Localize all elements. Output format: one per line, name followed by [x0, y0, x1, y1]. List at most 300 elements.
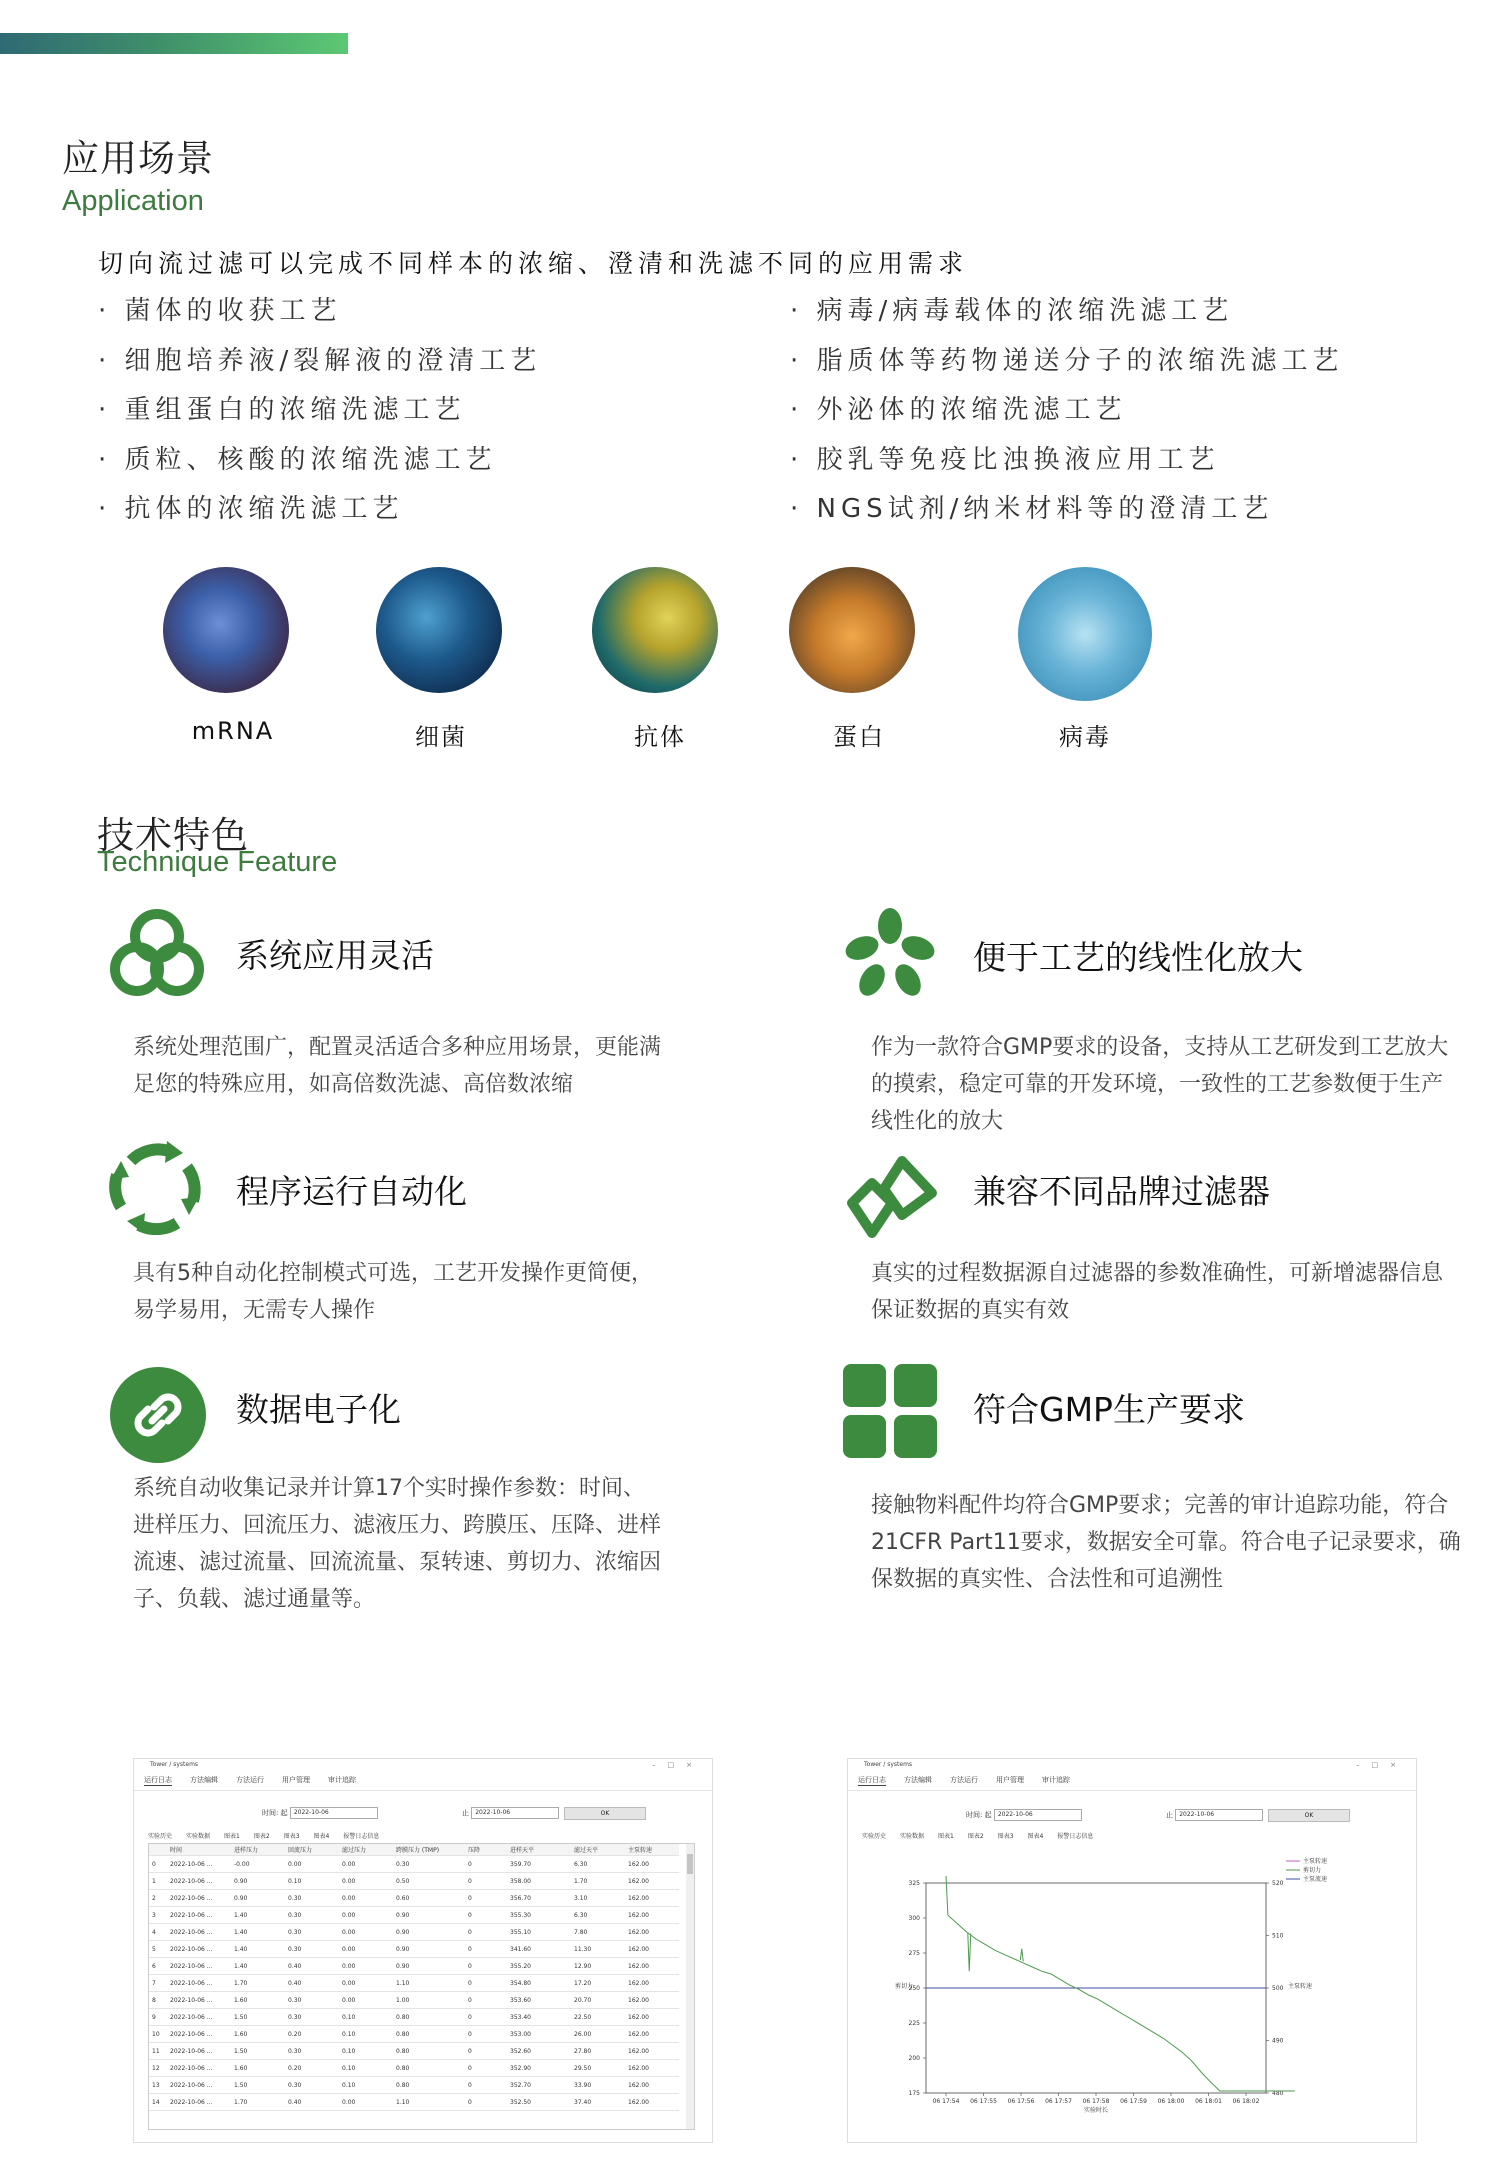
table-cell: 0 [465, 2094, 507, 2111]
table-cell: 0 [465, 1941, 507, 1958]
table-cell: 0.60 [393, 1890, 465, 1907]
software-table-screenshot [133, 1758, 713, 2143]
subtab-0-3[interactable]: 图表2 [253, 1833, 270, 1840]
table-cell: 13 [149, 2077, 167, 2094]
table-row[interactable] [149, 2094, 679, 2111]
legend-label: 剪切力 [1303, 1867, 1322, 1874]
menu-item-0-4[interactable]: 审计追踪 [328, 1776, 356, 1784]
application-right-item-2: · 外泌体的浓缩洗滤工艺 [790, 395, 1127, 425]
table-cell: 2022-10-06 ... [167, 2026, 231, 2043]
table-cell: 0.90 [231, 1890, 285, 1907]
menu-item-0-2[interactable]: 方法运行 [236, 1776, 264, 1784]
feature-title-scale-up: 便于工艺的线性化放大 [973, 938, 1303, 977]
table-cell: 0 [465, 1958, 507, 1975]
menu-item-1-4[interactable]: 审计追踪 [1042, 1776, 1070, 1784]
table-cell: 162.00 [625, 2094, 679, 2111]
table-cell: 11.30 [571, 1941, 625, 1958]
table-cell: 0.00 [339, 1856, 393, 1873]
subtab-1-1[interactable]: 实验数据 [900, 1833, 925, 1840]
table-cell: 2 [149, 1890, 167, 1907]
table-cell: 0.30 [285, 1924, 339, 1941]
technique-subtitle: Technique Feature [97, 846, 338, 878]
menu-item-0-3[interactable]: 用户管理 [282, 1776, 310, 1784]
application-right-item-3: · 胶乳等免疫比浊换液应用工艺 [790, 444, 1220, 475]
table-cell: 1.10 [393, 2094, 465, 2111]
sample-label-bacteria: 细菌 [415, 723, 467, 751]
table-cell: 162.00 [625, 2043, 679, 2060]
subtab-1-5[interactable]: 图表4 [1027, 1833, 1044, 1840]
x-tick-label: 06 18:01 [1195, 2098, 1222, 2105]
table-cell: 0.90 [231, 1873, 285, 1890]
table-cell: 0.80 [393, 2043, 465, 2060]
subtab-0-0[interactable]: 实验历史 [148, 1833, 173, 1840]
table-cell: 2022-10-06 ... [167, 2043, 231, 2060]
table-cell: 0.00 [339, 1873, 393, 1890]
application-title: 应用场景 [62, 137, 214, 180]
sample-label-virus: 病毒 [1059, 723, 1111, 751]
subtab-1-2[interactable]: 图表1 [938, 1833, 954, 1840]
table-cell: 14 [149, 2094, 167, 2111]
table-header[interactable]: 压降 [465, 1844, 507, 1856]
application-left-item-0: · 菌体的收获工艺 [98, 296, 342, 326]
ok-button[interactable]: OK [564, 1807, 646, 1820]
table-cell: 1.70 [231, 1975, 285, 1992]
table-cell: 0 [465, 1992, 507, 2009]
table-cell: 1.70 [231, 2094, 285, 2111]
table-cell: 0 [465, 2009, 507, 2026]
table-cell: 0.40 [285, 1975, 339, 1992]
x-tick-label: 06 17:59 [1120, 2098, 1147, 2105]
table-cell: 1.40 [231, 1958, 285, 1975]
table-cell: 1.60 [231, 2026, 285, 2043]
feature-desc-digital: 系统自动收集记录并计算17个实时操作参数：时间、进样压力、回流压力、滤液压力、跨膜压、压降、进样流速、滤过流量、回流流量、泵转速、剪切力、浓缩因子、负载、滤过通量等。 [133, 1476, 662, 1612]
feature-title-automation: 程序运行自动化 [236, 1172, 467, 1211]
subtab-1-4[interactable]: 图表3 [997, 1833, 1014, 1840]
feature-title-digital: 数据电子化 [236, 1390, 401, 1429]
y2-tick-label: 520 [1272, 1880, 1284, 1887]
application-subtitle: Application [62, 185, 204, 217]
table-cell: 0 [465, 2077, 507, 2094]
table-cell: 26.00 [571, 2026, 625, 2043]
table-row[interactable] [149, 1941, 679, 1958]
sub-tabs-2 [862, 1831, 1093, 1840]
table-cell: 355.20 [507, 1958, 571, 1975]
application-left-item-1: · 细胞培养液/裂解液的澄清工艺 [98, 345, 542, 376]
table-cell: 0.30 [285, 2077, 339, 2094]
table-cell: 37.40 [571, 2094, 625, 2111]
table-row[interactable] [149, 2043, 679, 2060]
link-icon [110, 1367, 206, 1463]
subtab-1-0[interactable]: 实验历史 [862, 1833, 887, 1840]
table-cell: 162.00 [625, 1907, 679, 1924]
table-cell: 0.20 [285, 2026, 339, 2043]
subtab-0-6[interactable]: 报警日志信息 [343, 1833, 380, 1840]
menu-item-0-1[interactable]: 方法编辑 [190, 1776, 218, 1784]
table-cell: 352.90 [507, 2060, 571, 2077]
table-cell: 0.80 [393, 2060, 465, 2077]
table-cell: 33.90 [571, 2077, 625, 2094]
application-right-item-4: · NGS试剂/纳米材料等的澄清工艺 [790, 494, 1274, 524]
x-tick-label: 06 17:54 [932, 2098, 960, 2105]
table-cell: 1.00 [393, 1992, 465, 2009]
table-cell: 162.00 [625, 2026, 679, 2043]
table-cell: 0.90 [393, 1958, 465, 1975]
table-cell: 1.50 [231, 2077, 285, 2094]
table-cell: 0.30 [285, 2009, 339, 2026]
software-title: Tower / systems [150, 1761, 199, 1768]
application-left-item-3: · 质粒、核酸的浓缩洗滤工艺 [98, 444, 497, 475]
table-cell: 0.30 [285, 2043, 339, 2060]
table-row[interactable] [149, 1975, 679, 1992]
y-tick-label: 225 [908, 2020, 920, 2027]
table-cell: 162.00 [625, 1890, 679, 1907]
table-cell: 29.50 [571, 2060, 625, 2077]
table-cell: 0.90 [393, 1941, 465, 1958]
y-tick-label: 325 [908, 1880, 920, 1887]
table-cell: 352.50 [507, 2094, 571, 2111]
table-cell: 27.80 [571, 2043, 625, 2060]
sub-tabs [148, 1831, 379, 1840]
feature-desc-scale-up: 作为一款符合GMP要求的设备，支持从工艺研发到工艺放大的摸索，稳定可靠的开发环境，一致性的工艺参数便于生产线性化的放大 [871, 1035, 1449, 1134]
cycle-arrows-icon [107, 1139, 203, 1235]
table-cell: 0.90 [393, 1907, 465, 1924]
table-cell: 0.10 [339, 2060, 393, 2077]
menu-item-1-2[interactable]: 方法运行 [950, 1776, 978, 1784]
date-range-row [262, 1807, 378, 1819]
table-cell: 2022-10-06 ... [167, 1856, 231, 1873]
table-cell: 162.00 [625, 1992, 679, 2009]
subtab-1-3[interactable]: 图表2 [967, 1833, 984, 1840]
to-label-2: 止 [1166, 1811, 1173, 1819]
table-cell: 1.60 [231, 1992, 285, 2009]
table-cell: 2022-10-06 ... [167, 1992, 231, 2009]
table-cell: 0.10 [339, 2077, 393, 2094]
date-range-row-2 [966, 1809, 1082, 1821]
table-cell: 358.00 [507, 1873, 571, 1890]
table-cell: 9 [149, 2009, 167, 2026]
software-menu-2 [848, 1771, 1416, 1791]
feature-title-flexible: 系统应用灵活 [236, 936, 434, 975]
table-header[interactable]: 主泵转速 [625, 1844, 679, 1856]
sample-label-mrna: mRNA [191, 717, 275, 745]
table-cell: 0.10 [339, 2026, 393, 2043]
table-cell: 0.30 [285, 1992, 339, 2009]
table-cell: 0 [465, 1873, 507, 1890]
table-cell: 0.30 [285, 1941, 339, 1958]
table-cell: 1.50 [231, 2043, 285, 2060]
sample-label-antibody: 抗体 [634, 723, 686, 751]
table-cell: 162.00 [625, 1873, 679, 1890]
x-tick-label: 06 18:00 [1157, 2098, 1185, 2105]
table-cell: 359.70 [507, 1856, 571, 1873]
window-controls-2[interactable]: –□× [1356, 1761, 1408, 1769]
y-axis-title: 剪切力 [894, 1983, 914, 1990]
table-header[interactable]: 进样天平 [507, 1844, 571, 1856]
table-cell: 6.30 [571, 1856, 625, 1873]
window-controls[interactable]: –□× [652, 1761, 704, 1769]
software-titlebar-2 [848, 1759, 1416, 1771]
table-header[interactable]: 滤过压力 [339, 1844, 393, 1856]
linked-diamonds-icon [842, 1153, 942, 1243]
table-row[interactable] [149, 2060, 679, 2077]
y-tick-label: 200 [908, 2055, 920, 2062]
table-cell: 352.60 [507, 2043, 571, 2060]
table-cell: 0.80 [393, 2009, 465, 2026]
table-cell: 0 [149, 1856, 167, 1873]
table-cell: 0.20 [285, 2060, 339, 2077]
date-from-field-2[interactable]: 2022-10-06 [994, 1809, 1082, 1821]
table-cell: 3.10 [571, 1890, 625, 1907]
table-header[interactable]: 进样压力 [231, 1844, 285, 1856]
legend-label: 主泵流速 [1303, 1876, 1328, 1883]
to-label: 止 [462, 1809, 469, 1817]
table-cell: 12.90 [571, 1958, 625, 1975]
x-axis-title: 实验时长 [1083, 2107, 1109, 2114]
table-cell: 0.00 [339, 1907, 393, 1924]
x-tick-label: 06 17:57 [1045, 2098, 1072, 2105]
software-chart-screenshot [847, 1758, 1417, 2143]
table-cell: 355.10 [507, 1924, 571, 1941]
table-cell: 0 [465, 1907, 507, 1924]
table-cell: 1.50 [231, 2009, 285, 2026]
subtab-0-4[interactable]: 图表3 [283, 1833, 300, 1840]
table-cell: 2022-10-06 ... [167, 2009, 231, 2026]
table-cell: 0.10 [339, 2043, 393, 2060]
y2-tick-label: 490 [1272, 2037, 1284, 2045]
time-label: 时间: 起 [262, 1809, 288, 1817]
header-accent-bar [0, 33, 348, 54]
y-tick-label: 250 [908, 1985, 920, 1992]
table-cell: 5 [149, 1941, 167, 1958]
y2-tick-label: 500 [1272, 1985, 1284, 1992]
table-scrollbar[interactable] [686, 1844, 694, 2129]
table-cell: 0.80 [393, 2026, 465, 2043]
table-cell: 353.00 [507, 2026, 571, 2043]
ok-button-2[interactable]: OK [1268, 1809, 1350, 1822]
table-cell: 6.30 [571, 1907, 625, 1924]
subtab-1-6[interactable]: 报警日志信息 [1057, 1833, 1094, 1840]
table-row[interactable] [149, 1924, 679, 1941]
table-cell: 0.10 [285, 1873, 339, 1890]
table-cell: 2022-10-06 ... [167, 1941, 231, 1958]
table-cell: 0.00 [339, 1941, 393, 1958]
table-row[interactable] [149, 1856, 679, 1873]
table-cell: 0.90 [393, 1924, 465, 1941]
table-cell: 2022-10-06 ... [167, 1958, 231, 1975]
table-cell: 0 [465, 1924, 507, 1941]
table-cell: 353.60 [507, 1992, 571, 2009]
table-cell: 8 [149, 1992, 167, 2009]
application-left-item-2: · 重组蛋白的浓缩洗滤工艺 [98, 395, 466, 425]
feature-desc-gmp: 接触物料配件均符合GMP要求；完善的审计追踪功能，符合21CFR Part11要求，数据安全可靠。符合电子记录要求，确保数据的真实性、合法性和可追溯性 [871, 1493, 1461, 1592]
table-cell: 162.00 [625, 1924, 679, 1941]
table-cell: 341.60 [507, 1941, 571, 1958]
software-titlebar [134, 1759, 712, 1771]
y2-axis-title: 主泵转速 [1288, 1983, 1313, 1990]
table-cell: 0.30 [285, 1907, 339, 1924]
y2-tick-label: 480 [1272, 2090, 1284, 2097]
table-cell: 0.50 [393, 1873, 465, 1890]
table-cell: 22.50 [571, 2009, 625, 2026]
sample-label-protein: 蛋白 [833, 723, 885, 751]
table-cell: 352.70 [507, 2077, 571, 2094]
bacteria-image [376, 567, 502, 693]
table-cell: 1.60 [231, 2060, 285, 2077]
table-cell: 7.80 [571, 1924, 625, 1941]
table-cell: 0.00 [339, 1975, 393, 1992]
menu-item-1-3[interactable]: 用户管理 [996, 1776, 1024, 1784]
date-to-row [462, 1807, 559, 1819]
table-row[interactable] [149, 1992, 679, 2009]
table-cell: 0 [465, 1975, 507, 1992]
table-cell: 0.40 [285, 1958, 339, 1975]
virus-image [1018, 567, 1152, 701]
table-row[interactable] [149, 1907, 679, 1924]
x-tick-label: 06 17:56 [1007, 2098, 1035, 2105]
table-cell: 0 [465, 2060, 507, 2077]
table-cell: 0.00 [339, 1924, 393, 1941]
table-header[interactable]: 时间 [167, 1844, 231, 1856]
software-menu [134, 1771, 712, 1791]
subtab-0-1[interactable]: 实验数据 [186, 1833, 211, 1840]
menu-item-0-0[interactable]: 运行日志 [144, 1776, 172, 1784]
table-cell: 1.40 [231, 1907, 285, 1924]
antibody-image [592, 567, 718, 693]
table-cell: 0.30 [393, 1856, 465, 1873]
mrna-image [163, 567, 289, 693]
data-table-frame [148, 1843, 695, 2130]
table-row[interactable] [149, 2077, 679, 2094]
table-cell: 0.80 [393, 2077, 465, 2094]
application-left-item-4: · 抗体的浓缩洗滤工艺 [98, 494, 404, 524]
date-to-field-2[interactable]: 2022-10-06 [1175, 1809, 1263, 1821]
table-cell: 162.00 [625, 2077, 679, 2094]
table-cell: 1.40 [231, 1924, 285, 1941]
table-cell: 0 [465, 2043, 507, 2060]
table-cell: 2022-10-06 ... [167, 1924, 231, 1941]
menu-item-1-1[interactable]: 方法编辑 [904, 1776, 932, 1784]
application-right-item-1: · 脂质体等药物递送分子的浓缩洗滤工艺 [790, 345, 1344, 376]
table-header[interactable]: 滤过天平 [571, 1844, 625, 1856]
table-row[interactable] [149, 1890, 679, 1907]
table-cell: 0.00 [339, 2094, 393, 2111]
table-cell: 11 [149, 2043, 167, 2060]
table-cell: 12 [149, 2060, 167, 2077]
table-cell: 6 [149, 1958, 167, 1975]
table-cell: 10 [149, 2026, 167, 2043]
table-cell: 0.00 [285, 1856, 339, 1873]
table-cell: 0.40 [285, 2094, 339, 2111]
table-cell: 356.70 [507, 1890, 571, 1907]
four-squares-icon [843, 1364, 937, 1458]
application-right-item-0: · 病毒/病毒载体的浓缩洗滤工艺 [790, 296, 1234, 326]
table-cell: 162.00 [625, 2009, 679, 2026]
table-header[interactable] [149, 1844, 167, 1856]
table-cell: 162.00 [625, 1941, 679, 1958]
table-cell: 7 [149, 1975, 167, 1992]
menu-item-1-0[interactable]: 运行日志 [858, 1776, 886, 1784]
application-intro: 切向流过滤可以完成不同样本的浓缩、澄清和洗滤不同的应用需求 [98, 249, 969, 278]
table-header[interactable]: 跨膜压力 (TMP) [393, 1844, 465, 1856]
table-cell: 0.30 [285, 1890, 339, 1907]
y-tick-label: 275 [908, 1950, 920, 1957]
table-cell: 3 [149, 1907, 167, 1924]
feature-desc-flexible: 系统处理范围广，配置灵活适合多种应用场景，更能满足您的特殊应用，如高倍数洗滤、高倍数浓缩 [133, 1035, 662, 1097]
feature-title-filter-compat: 兼容不同品牌过滤器 [973, 1172, 1270, 1211]
table-cell: 2022-10-06 ... [167, 2077, 231, 2094]
feature-desc-filter-compat: 真实的过程数据源自过滤器的参数准确性，可新增滤器信息保证数据的真实有效 [871, 1261, 1444, 1323]
table-cell: 1 [149, 1873, 167, 1890]
table-cell: 2022-10-06 ... [167, 1907, 231, 1924]
table-cell: 2022-10-06 ... [167, 2060, 231, 2077]
table-cell: -0.00 [231, 1856, 285, 1873]
table-cell: 162.00 [625, 1975, 679, 1992]
feature-title-gmp: 符合GMP生产要求 [973, 1390, 1245, 1429]
date-from-field[interactable]: 2022-10-06 [290, 1807, 378, 1819]
table-cell: 17.20 [571, 1975, 625, 1992]
table-cell: 162.00 [625, 1958, 679, 1975]
table-cell: 20.70 [571, 1992, 625, 2009]
table-cell: 2022-10-06 ... [167, 1890, 231, 1907]
subtab-0-5[interactable]: 图表4 [313, 1833, 330, 1840]
table-cell: 2022-10-06 ... [167, 1873, 231, 1890]
technique-title: 技术特色 [97, 814, 249, 857]
table-cell: 2022-10-06 ... [167, 2094, 231, 2111]
table-cell: 162.00 [625, 1856, 679, 1873]
date-to-field[interactable]: 2022-10-06 [471, 1807, 559, 1819]
table-row[interactable] [149, 1873, 679, 1890]
table-cell: 355.30 [507, 1907, 571, 1924]
table-row[interactable] [149, 2026, 679, 2043]
process-chart [856, 1843, 1406, 2135]
data-table [149, 1844, 679, 2111]
software-title-2: Tower / systems [864, 1761, 913, 1768]
table-cell: 0 [465, 1890, 507, 1907]
x-tick-label: 06 17:58 [1082, 2098, 1110, 2105]
table-cell: 353.40 [507, 2009, 571, 2026]
y-tick-label: 300 [908, 1915, 920, 1922]
table-cell: 354.80 [507, 1975, 571, 1992]
flower-icon [842, 906, 938, 1002]
protein-image [789, 567, 915, 693]
x-tick-label: 06 17:55 [970, 2098, 997, 2105]
table-cell: 1.40 [231, 1941, 285, 1958]
table-cell: 0.00 [339, 1890, 393, 1907]
table-cell: 0 [465, 2026, 507, 2043]
table-row[interactable] [149, 1958, 679, 1975]
y-tick-label: 175 [908, 2090, 920, 2097]
table-cell: 1.10 [393, 1975, 465, 1992]
legend-label: 主泵转速 [1303, 1858, 1328, 1865]
x-tick-label: 06 18:02 [1232, 2098, 1260, 2105]
table-cell: 0 [465, 1856, 507, 1873]
table-cell: 2022-10-06 ... [167, 1975, 231, 1992]
time-label-2: 时间: 起 [966, 1811, 992, 1819]
three-rings-icon [107, 906, 207, 998]
table-cell: 0.00 [339, 1958, 393, 1975]
table-cell: 1.70 [571, 1873, 625, 1890]
table-cell: 0.10 [339, 2009, 393, 2026]
feature-desc-automation: 具有5种自动化控制模式可选，工艺开发操作更简便，易学易用，无需专人操作 [133, 1261, 653, 1323]
table-cell: 0.00 [339, 1992, 393, 2009]
table-cell: 162.00 [625, 2060, 679, 2077]
date-to-row-2 [1166, 1809, 1263, 1821]
table-cell: 4 [149, 1924, 167, 1941]
subtab-0-2[interactable]: 图表1 [224, 1833, 240, 1840]
table-header[interactable]: 回流压力 [285, 1844, 339, 1856]
y2-tick-label: 510 [1272, 1932, 1284, 1940]
table-row[interactable] [149, 2009, 679, 2026]
